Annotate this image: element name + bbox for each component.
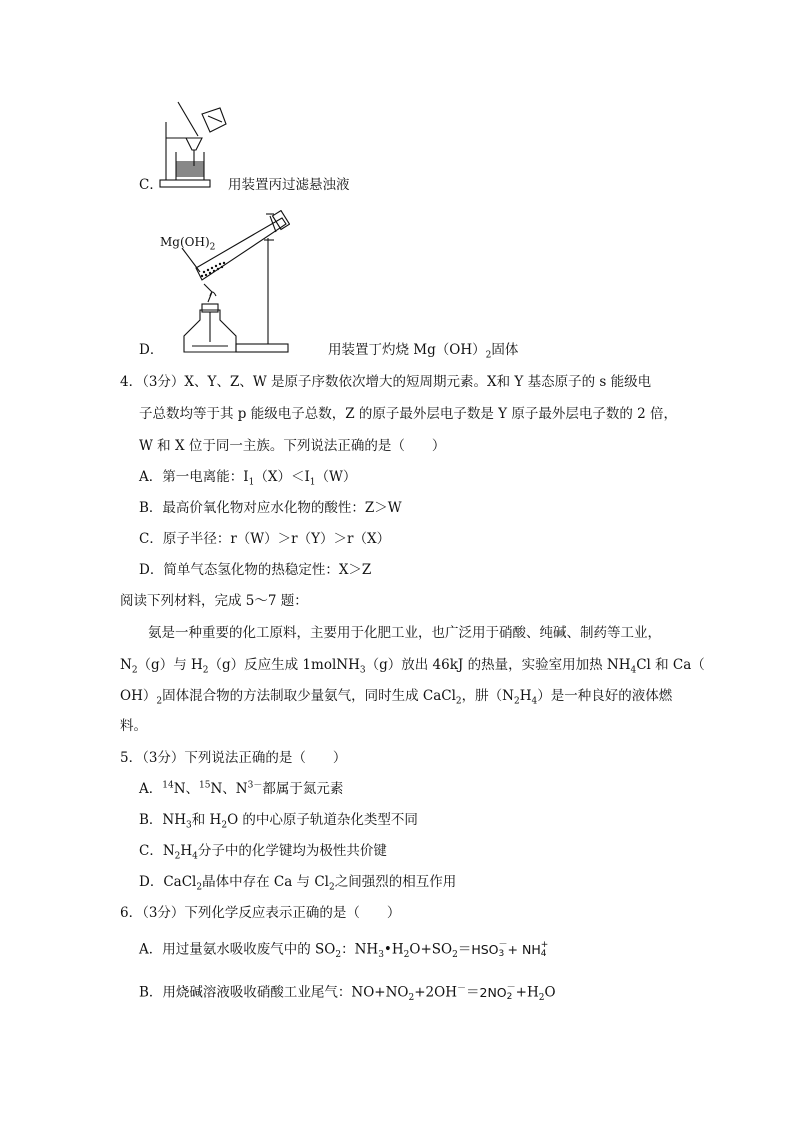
option-3d-text: 用装置丁灼烧 $Mg(OH)_2$固体 (328, 342, 519, 361)
q4-stem-line2: 子总数均等于其 p 能级电子总数，Z 的原子最外层电子数是 Y 原子最外层电子数的 2 倍， (139, 406, 678, 422)
q4-option-b: B．最高价氧化物对应水化物的酸性：Z＞W (139, 500, 402, 516)
reading-line3: $OH)_2$固体混合物的方法制取少量氨气，同时生成 CaCl$_2$，肼$(N_2H_4)$是一种良好的液体燃 (120, 688, 673, 707)
q4-option-d: D．简单气态氢化物的热稳定性：X＞Z (139, 562, 372, 578)
heating-apparatus-figure (178, 210, 290, 356)
reading-intro: 阅读下列材料，完成 5～7 题： (120, 593, 308, 609)
q6-stem: 6．（3分）下列化学反应表示正确的是（ ） (120, 905, 401, 921)
reading-line1: 氨是一种重要的化工原料，主要用于化肥工业，也广泛用于硝酸、纯碱、制药等工业， (148, 625, 661, 641)
q6-option-a: A．用过量氨水吸收废气中的 $SO_2$：$NH_3•H_2O+SO_2=HSO$ － 3 + NH + 4 (139, 940, 549, 961)
q4-stem-line1: 4．（3分）X、Y、Z、W 是原子序数依次增大的短周期元素。X和 Y 基态原子的 s 能级电 (120, 374, 652, 390)
reading-line2: $N_2(g)$与 $H_2(g)$反应生成 1molNH$_3$（g）放出 46kJ 的热量，实验室用加热 $NH_4Cl$ 和 Ca（ (120, 657, 705, 676)
option-3c-letter: C． (139, 177, 163, 193)
q5-option-b: B．$NH_3$和 $H_2O$ 的中心原子轨道杂化类型不同 (139, 812, 418, 831)
q4-option-c: C．原子半径：r（W）＞r（Y）＞r（X） (139, 531, 391, 547)
q5-option-a: A．$^{14}$N、$^{15}$N、$N^{3-}$都属于氮元素 (139, 780, 344, 797)
option-3c-text: 用装置丙过滤悬浊液 (228, 177, 350, 193)
option-3d-letter: D． (139, 342, 164, 358)
q5-option-c: C．$N_2H_4$分子中的化学键均为极性共价键 (139, 843, 387, 862)
q5-stem: 5．（3分）下列说法正确的是（ ） (120, 750, 347, 766)
q6-option-b: B．用烧碱溶液吸收硝酸工业尾气：$NO+NO_2+2OH^-=2NO$ － 2 $+H_2O$ (139, 983, 556, 1004)
filtration-apparatus-figure (158, 100, 230, 190)
q4-stem-line3: W 和 X 位于同一主族。下列说法正确的是（ ） (139, 438, 446, 454)
mg-oh2-label: $Mg(OH)_2$ (160, 235, 216, 253)
q5-option-d: D．CaCl$_2$晶体中存在 Ca 与 $Cl_2$之间强烈的相互作用 (139, 874, 457, 893)
q4-option-a: A．第一电离能：$I_1(X)<I_1(W)$ (139, 469, 357, 488)
reading-line4: 料。 (120, 718, 147, 734)
